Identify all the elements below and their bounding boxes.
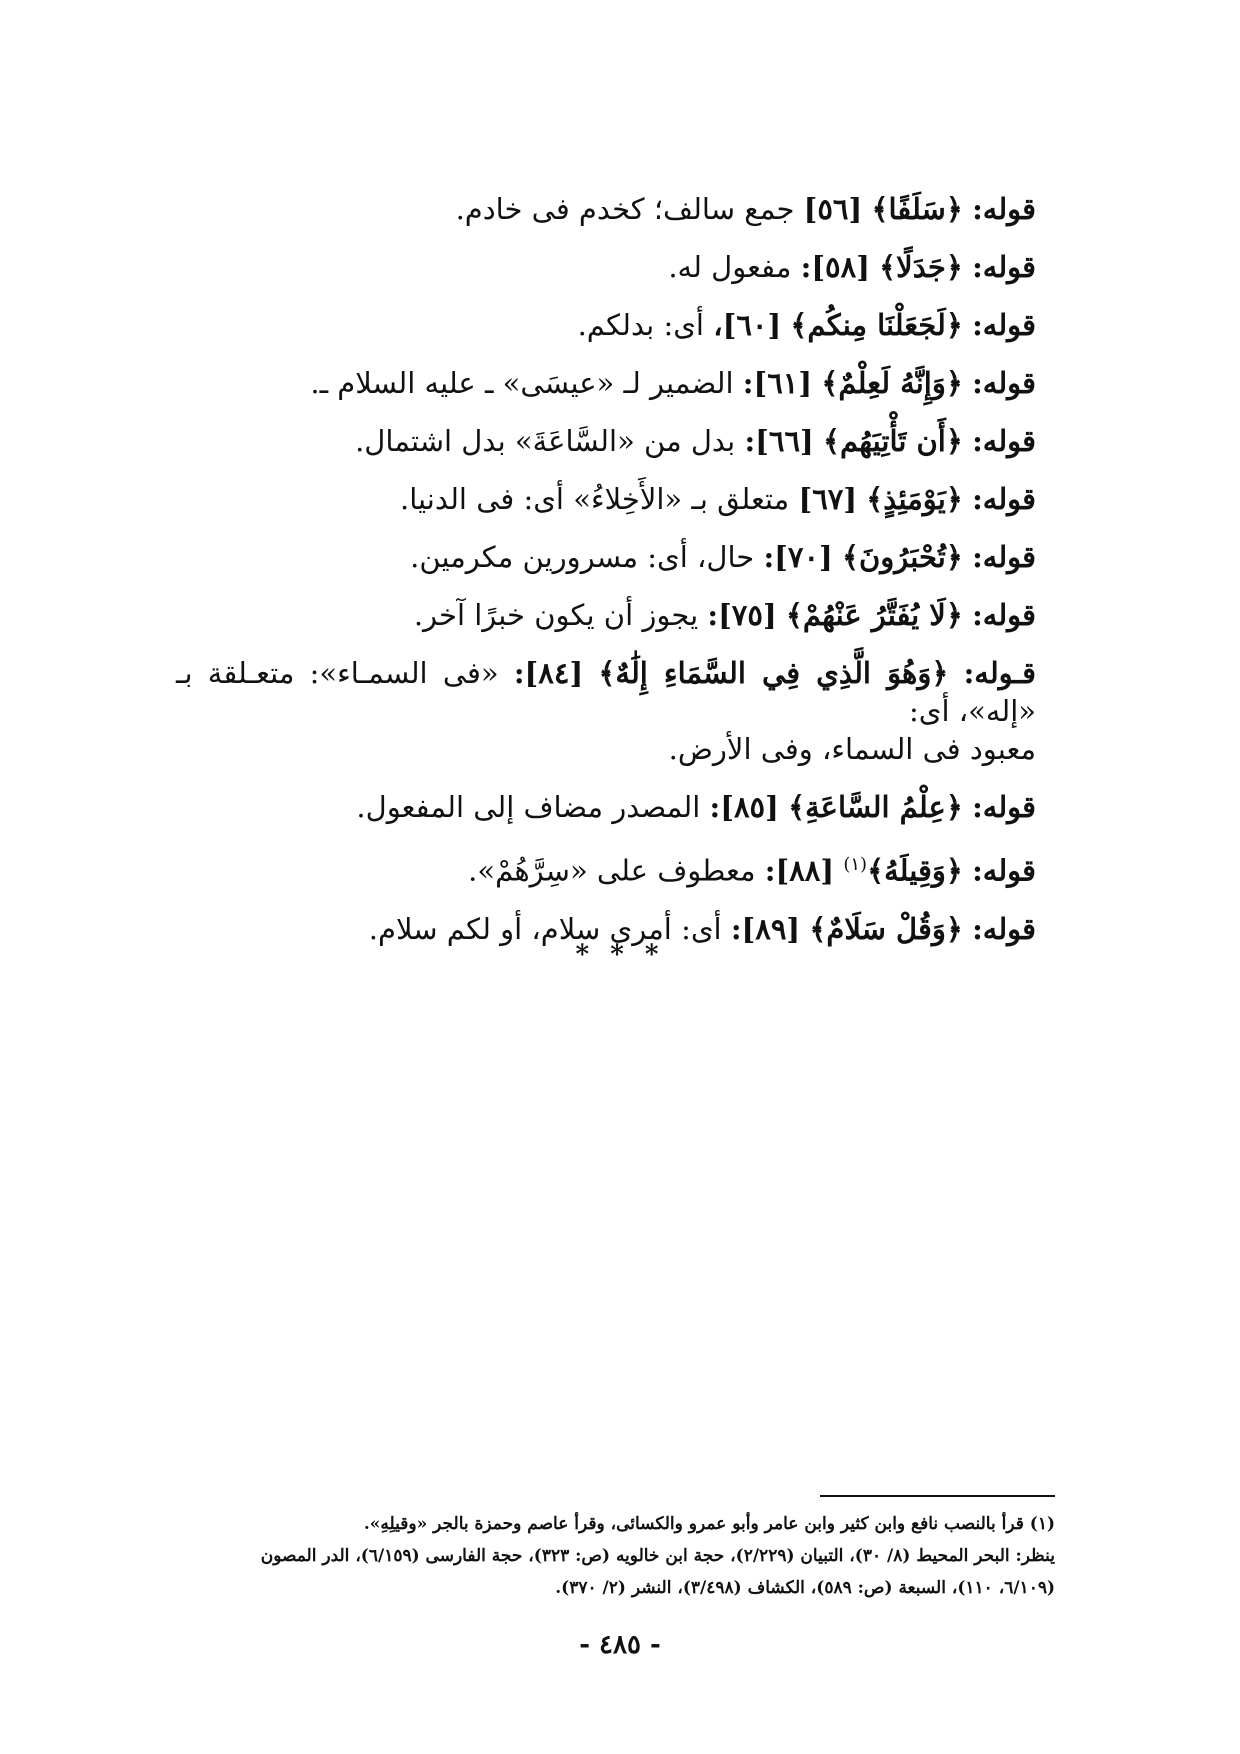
footnote-line: (٦/١٠٩، ١١٠)، السبعة (ص: ٥٨٩)، الكشاف (٣/٤٩٨)، النشر (٢/ ٣٧٠). bbox=[555, 1578, 1055, 1598]
entry-verse-67 bbox=[176, 480, 1036, 518]
quranic-phrase: ﴿وَقُلْ سَلَامٌ﴾ bbox=[809, 911, 963, 946]
entry-text: الضمير لـ «عيسَى» ـ عليه السلام ـ. bbox=[310, 366, 734, 400]
entry-verse-88 bbox=[176, 846, 1036, 890]
verse-number: [٦٧] bbox=[798, 482, 858, 516]
entry-verse-70 bbox=[176, 538, 1036, 576]
commentary-entries bbox=[176, 190, 1036, 968]
entry-verse-58 bbox=[176, 248, 1036, 286]
entry-lead: قوله: bbox=[972, 250, 1036, 284]
verse-number: [٨٤]: bbox=[513, 656, 584, 690]
footnotes bbox=[165, 1508, 1055, 1604]
quranic-phrase: ﴿سَلَفًا﴾ bbox=[871, 192, 963, 226]
quranic-phrase: ﴿أَن تَأْتِيَهُم﴾ bbox=[823, 424, 963, 458]
entry-text: أى: بدلكم. bbox=[577, 308, 704, 342]
footnote-marker: (١) bbox=[843, 854, 868, 875]
verse-number: [٨٥]: bbox=[709, 790, 779, 824]
verse-number: [٧٠]: bbox=[763, 540, 833, 574]
entry-text: بدل من «السَّاعَةَ» بدل اشتمال. bbox=[355, 424, 736, 458]
entry-text: يجوز أن يكون خبرًا آخر. bbox=[413, 598, 699, 632]
section-separator: * * * bbox=[575, 940, 665, 970]
entry-lead: قـوله: bbox=[963, 656, 1037, 690]
verse-number: [٦١]: bbox=[742, 366, 813, 400]
footnote-line: ينظر: البحر المحيط (٨/ ٣٠)، التبيان (٢/٢٢٩)، حجة ابن خالويه (ص: ٣٢٣)، حجة الفارسى (٦/١٥٩)، الدر المصون bbox=[260, 1546, 1055, 1566]
entry-text: معطوف على «سِرَّهُمْ». bbox=[468, 853, 756, 888]
verse-number: [٦٦]: bbox=[744, 424, 814, 458]
entry-text: حال، أى: مسرورين مكرمين. bbox=[410, 540, 755, 574]
entry-lead: قوله: bbox=[972, 482, 1036, 516]
quranic-phrase: ﴿يَوْمَئِذٍ﴾ bbox=[866, 482, 963, 516]
entry-lead: قوله: bbox=[972, 366, 1036, 400]
quranic-phrase: ﴿وَإِنَّهُ لَعِلْمٌ﴾ bbox=[821, 366, 963, 400]
quranic-phrase: ﴿تُحْبَرُونَ﴾ bbox=[842, 540, 963, 574]
verse-number: [٨٨]: bbox=[764, 853, 835, 888]
footnote-divider bbox=[820, 1495, 1055, 1497]
verse-number: [٧٥]: bbox=[707, 598, 777, 632]
entry-text: أى: أمرى سلام، أو لكم سلام. bbox=[368, 911, 722, 946]
entry-verse-66 bbox=[176, 422, 1036, 460]
entry-lead: قوله: bbox=[972, 911, 1036, 946]
quranic-phrase: ﴿عِلْمُ السَّاعَةِ﴾ bbox=[788, 790, 963, 824]
entry-lead: قوله: bbox=[972, 540, 1036, 574]
entry-lead: قوله: bbox=[972, 598, 1036, 632]
entry-verse-56 bbox=[176, 190, 1036, 228]
verse-number: [٨٩]: bbox=[730, 911, 801, 946]
entry-text: مفعول له. bbox=[668, 250, 792, 284]
page-number: - ٤٨٥ - bbox=[579, 1630, 661, 1660]
entry-lead: قوله: bbox=[972, 308, 1036, 342]
entry-verse-75 bbox=[176, 596, 1036, 634]
quranic-phrase: ﴿وَقِيلَهُ﴾ bbox=[867, 853, 963, 888]
entry-text: جمع سالف؛ كخدم فى خادم. bbox=[455, 192, 795, 226]
verse-number: [٥٦] bbox=[803, 192, 863, 226]
verse-number: [٥٨]: bbox=[800, 250, 870, 284]
entry-text: المصدر مضاف إلى المفعول. bbox=[356, 790, 701, 824]
entry-verse-61 bbox=[176, 364, 1036, 402]
quranic-phrase: ﴿جَدَلًا﴾ bbox=[879, 250, 963, 284]
entry-lead: قوله: bbox=[972, 853, 1036, 888]
entry-text: متعلق بـ «الأَخِلاءُ» أى: فى الدنيا. bbox=[400, 482, 790, 516]
quranic-phrase: ﴿لَجَعَلْنَا مِنكُم﴾ bbox=[790, 308, 963, 342]
quranic-phrase: ﴿لَا يُفَتَّرُ عَنْهُمْ﴾ bbox=[785, 598, 963, 632]
entry-verse-85 bbox=[176, 788, 1036, 826]
verse-number: [٦٠]، bbox=[713, 308, 782, 342]
entry-lead: قوله: bbox=[972, 424, 1036, 458]
entry-verse-60 bbox=[176, 306, 1036, 344]
entry-lead: قوله: bbox=[972, 790, 1036, 824]
entry-text-continuation: معبود فى السماء، وفى الأرض. bbox=[668, 732, 1036, 766]
entry-text: «فى السمـاء»: متعـلقة بـ «إله»، أى: bbox=[176, 656, 1036, 728]
entry-lead: قوله: bbox=[972, 192, 1036, 226]
quranic-phrase: ﴿وَهُوَ الَّذِي فِي السَّمَاءِ إِلَٰهٌ﴾ bbox=[598, 656, 949, 690]
entry-verse-84 bbox=[176, 654, 1036, 768]
footnote-line: (١) قرأ بالنصب نافع وابن كثير وابن عامر وأبو عمرو والكسائى، وقرأ عاصم وحمزة بالجر «وقيلِهِ». bbox=[363, 1514, 1055, 1534]
